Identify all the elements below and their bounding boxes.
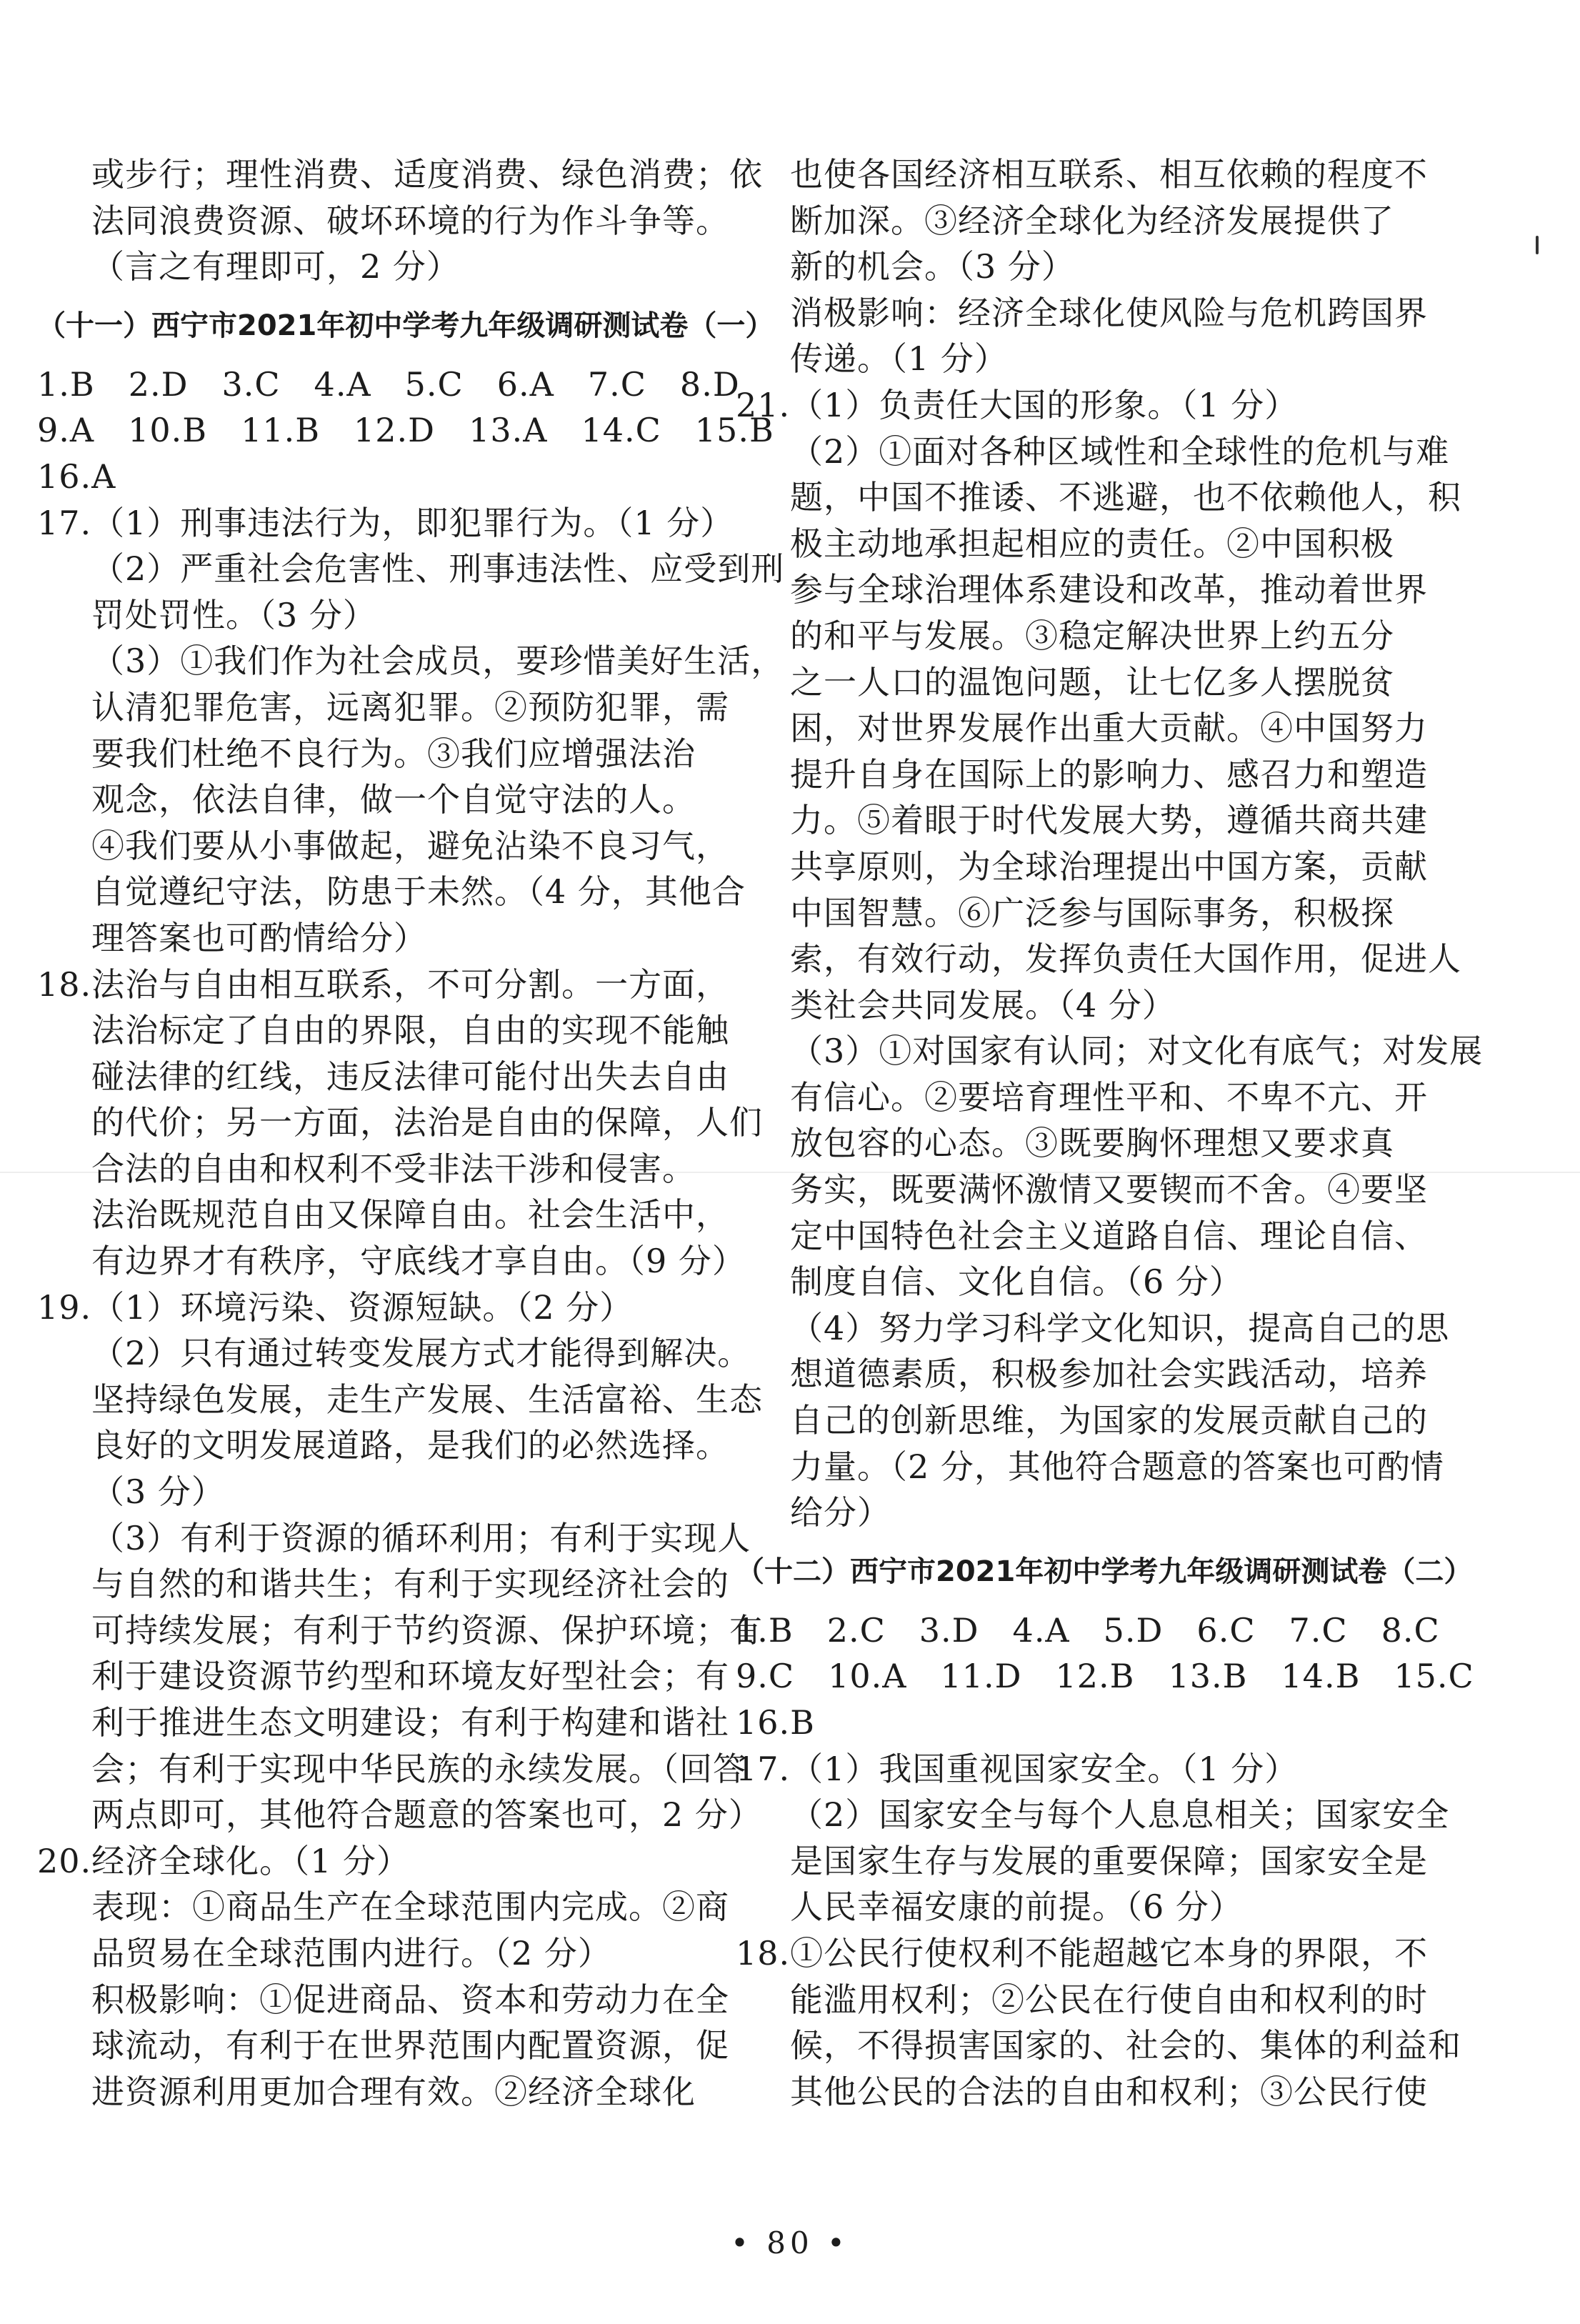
- answer-line: 力量。（2 分，其他符合题意的答案也可酌情: [790, 1447, 1444, 1486]
- answer-line: 共享原则，为全球治理提出中国方案，贡献: [790, 847, 1428, 886]
- answer-line: 良好的文明发展道路，是我们的必然选择。: [91, 1426, 729, 1465]
- answer-line: 16.B: [736, 1703, 815, 1742]
- answer-line: 也使各国经济相互联系、相互依赖的程度不: [790, 155, 1428, 194]
- answer-line: 制度自信、文化自信。（6 分）: [790, 1262, 1243, 1302]
- answer-line: 新的机会。（3 分）: [790, 247, 1075, 286]
- answer-line: ④我们要从小事做起，避免沾染不良习气，: [91, 826, 729, 865]
- answer-line: 题，中国不推诿、不逃避，也不依赖他人，积: [790, 478, 1461, 517]
- answer-line: （3）①对国家有认同；对文化有底气；对发展: [790, 1032, 1484, 1071]
- answer-line: 定中国特色社会主义道路自信、理论自信、: [790, 1216, 1428, 1255]
- answer-line: 放包容的心态。③既要胸怀理想又要求真: [790, 1124, 1394, 1163]
- answer-line: 要我们杜绝不良行为。③我们应增强法治: [91, 734, 696, 773]
- answer-line: 会；有利于实现中华民族的永续发展。（回答: [91, 1749, 746, 1788]
- answer-line: 17.（1）刑事违法行为，即犯罪行为。（1 分）: [37, 503, 734, 542]
- answer-line: 能滥用权利；②公民在行使自由和权利的时: [790, 1980, 1428, 2019]
- answer-line: （2）国家安全与每个人息息相关；国家安全: [790, 1795, 1450, 1835]
- answer-line: （3）①我们作为社会成员，要珍惜美好生活，: [91, 642, 785, 681]
- answer-line: 利于推进生态文明建设；有利于构建和谐社: [91, 1703, 729, 1742]
- answer-line: 有边界才有秩序，守底线才享自由。（9 分）: [91, 1242, 746, 1281]
- answer-line: 罚处罚性。（3 分）: [91, 595, 376, 634]
- answer-line: 自己的创新思维，为国家的发展贡献自己的: [790, 1401, 1428, 1440]
- answer-line: 认清犯罪危害，远离犯罪。②预防犯罪，需: [91, 687, 729, 727]
- answer-line: 碰法律的红线，违反法律可能付出失去自由: [91, 1057, 729, 1096]
- answer-line: 人民幸福安康的前提。（6 分）: [790, 1887, 1243, 1927]
- answer-line: 参与全球治理体系建设和改革，推动着世界: [790, 570, 1428, 609]
- answer-line: 消极影响：经济全球化使风险与危机跨国界: [790, 293, 1428, 332]
- answer-line: 20.经济全球化。（1 分）: [37, 1841, 411, 1880]
- answer-line: 的和平与发展。③稳定解决世界上约五分: [790, 616, 1394, 655]
- answer-line: 利于建设资源节约型和环境友好型社会；有: [91, 1657, 729, 1696]
- answer-line: 的代价；另一方面，法治是自由的保障，人们: [91, 1103, 763, 1142]
- answer-line: 品贸易在全球范围内进行。（2 分）: [91, 1933, 611, 1973]
- answer-line: （3 分）: [91, 1472, 225, 1512]
- answer-line: （2）严重社会危害性、刑事违法性、应受到刑: [91, 549, 785, 589]
- page-number: • 80 •: [731, 2225, 849, 2260]
- answer-line: 1.B 2.C 3.D 4.A 5.D 6.C 7.C 8.C: [736, 1610, 1440, 1650]
- answer-line: 理答案也可酌情给分）: [91, 918, 427, 957]
- answer-line: 17.（1）我国重视国家安全。（1 分）: [736, 1749, 1299, 1788]
- answer-line: （言之有理即可，2 分）: [91, 247, 460, 286]
- answer-line: 合法的自由和权利不受非法干涉和侵害。: [91, 1149, 696, 1188]
- answer-line: 极主动地承担起相应的责任。②中国积极: [790, 524, 1394, 563]
- answer-line: 提升自身在国际上的影响力、感召力和塑造: [790, 754, 1428, 794]
- answer-line: 9.C 10.A 11.D 12.B 13.B 14.B 15.C: [736, 1657, 1474, 1696]
- answer-line: 务实，既要满怀激情又要锲而不舍。④要坚: [790, 1170, 1428, 1210]
- answer-line: 传递。（1 分）: [790, 339, 1008, 379]
- answer-line: 9.A 10.B 11.B 12.D 13.A 14.C 15.B: [37, 411, 774, 450]
- answer-line: 表现：①商品生产在全球范围内完成。②商: [91, 1887, 729, 1927]
- answer-line: 可持续发展；有利于节约资源、保护环境；有: [91, 1610, 763, 1650]
- answer-line: 其他公民的合法的自由和权利；③公民行使: [790, 2072, 1428, 2111]
- answer-line: 积极影响：①促进商品、资本和劳动力在全: [91, 1980, 729, 2019]
- answer-line: （3）有利于资源的循环利用；有利于实现人: [91, 1518, 751, 1557]
- answer-line: 21.（1）负责任大国的形象。（1 分）: [736, 385, 1299, 424]
- answer-line: （2）①面对各种区域性和全球性的危机与难: [790, 432, 1450, 471]
- answer-line: 观念，依法自律，做一个自觉守法的人。: [91, 780, 696, 819]
- answer-line: 18.①公民行使权利不能超越它本身的界限，不: [736, 1933, 1429, 1973]
- answer-line: 法治既规范自由又保障自由。社会生活中，: [91, 1195, 729, 1235]
- answer-line: 16.A: [37, 457, 116, 496]
- section-heading: （十一）西宁市2021年初中学考九年级调研测试卷（一）: [37, 309, 774, 342]
- answer-line: 候，不得损害国家的、社会的、集体的利益和: [790, 2026, 1461, 2065]
- answer-line: 自觉遵纪守法，防患于未然。（4 分，其他合: [91, 872, 746, 912]
- section-heading: （十二）西宁市2021年初中学考九年级调研测试卷（二）: [736, 1555, 1473, 1588]
- right-column: [736, 151, 1484, 2115]
- answer-line: 球流动，有利于在世界范围内配置资源，促: [91, 2026, 729, 2065]
- answer-line: 给分）: [790, 1493, 891, 1532]
- answer-line: 有信心。②要培育理性平和、不卑不亢、开: [790, 1077, 1428, 1117]
- answer-line: 坚持绿色发展，走生产发展、生活富裕、生态: [91, 1380, 763, 1419]
- answer-line: 断加深。③经济全球化为经济发展提供了: [790, 201, 1394, 240]
- answer-line: 与自然的和谐共生；有利于实现经济社会的: [91, 1565, 729, 1604]
- answer-line: 力。⑤着眼于时代发展大势，遵循共商共建: [790, 801, 1428, 840]
- scan-edge-mark: [1536, 236, 1539, 254]
- answer-line: 索，有效行动，发挥负责任大国作用，促进人: [790, 939, 1461, 979]
- answer-line: 是国家生存与发展的重要保障；国家安全是: [790, 1841, 1428, 1880]
- answer-line: 困，对世界发展作出重大贡献。④中国努力: [790, 709, 1428, 748]
- answer-line: 类社会共同发展。（4 分）: [790, 985, 1176, 1024]
- answer-line: 中国智慧。⑥广泛参与国际事务，积极探: [790, 893, 1394, 932]
- answer-line: 18.法治与自由相互联系，不可分割。一方面，: [37, 964, 730, 1004]
- answer-line: 法同浪费资源、破坏环境的行为作斗争等。: [91, 201, 729, 240]
- answer-line: 两点即可，其他符合题意的答案也可，2 分）: [91, 1795, 762, 1835]
- answer-line: （2）只有通过转变发展方式才能得到解决。: [91, 1334, 751, 1373]
- answer-line: 1.B 2.D 3.C 4.A 5.C 6.A 7.C 8.D: [37, 364, 740, 404]
- answer-line: 想道德素质，积极参加社会实践活动，培养: [790, 1355, 1428, 1394]
- answer-line: 19.（1）环境污染、资源短缺。（2 分）: [37, 1287, 634, 1327]
- answer-line: （4）努力学习科学文化知识，提高自己的思: [790, 1308, 1450, 1347]
- answer-line: 进资源利用更加合理有效。②经济全球化: [91, 2072, 696, 2111]
- answer-line: 法治标定了自由的界限，自由的实现不能触: [91, 1011, 729, 1050]
- answer-line: 之一人口的温饱问题，让七亿多人摆脱贫: [790, 662, 1394, 702]
- answer-line: 或步行；理性消费、适度消费、绿色消费；依: [91, 155, 763, 194]
